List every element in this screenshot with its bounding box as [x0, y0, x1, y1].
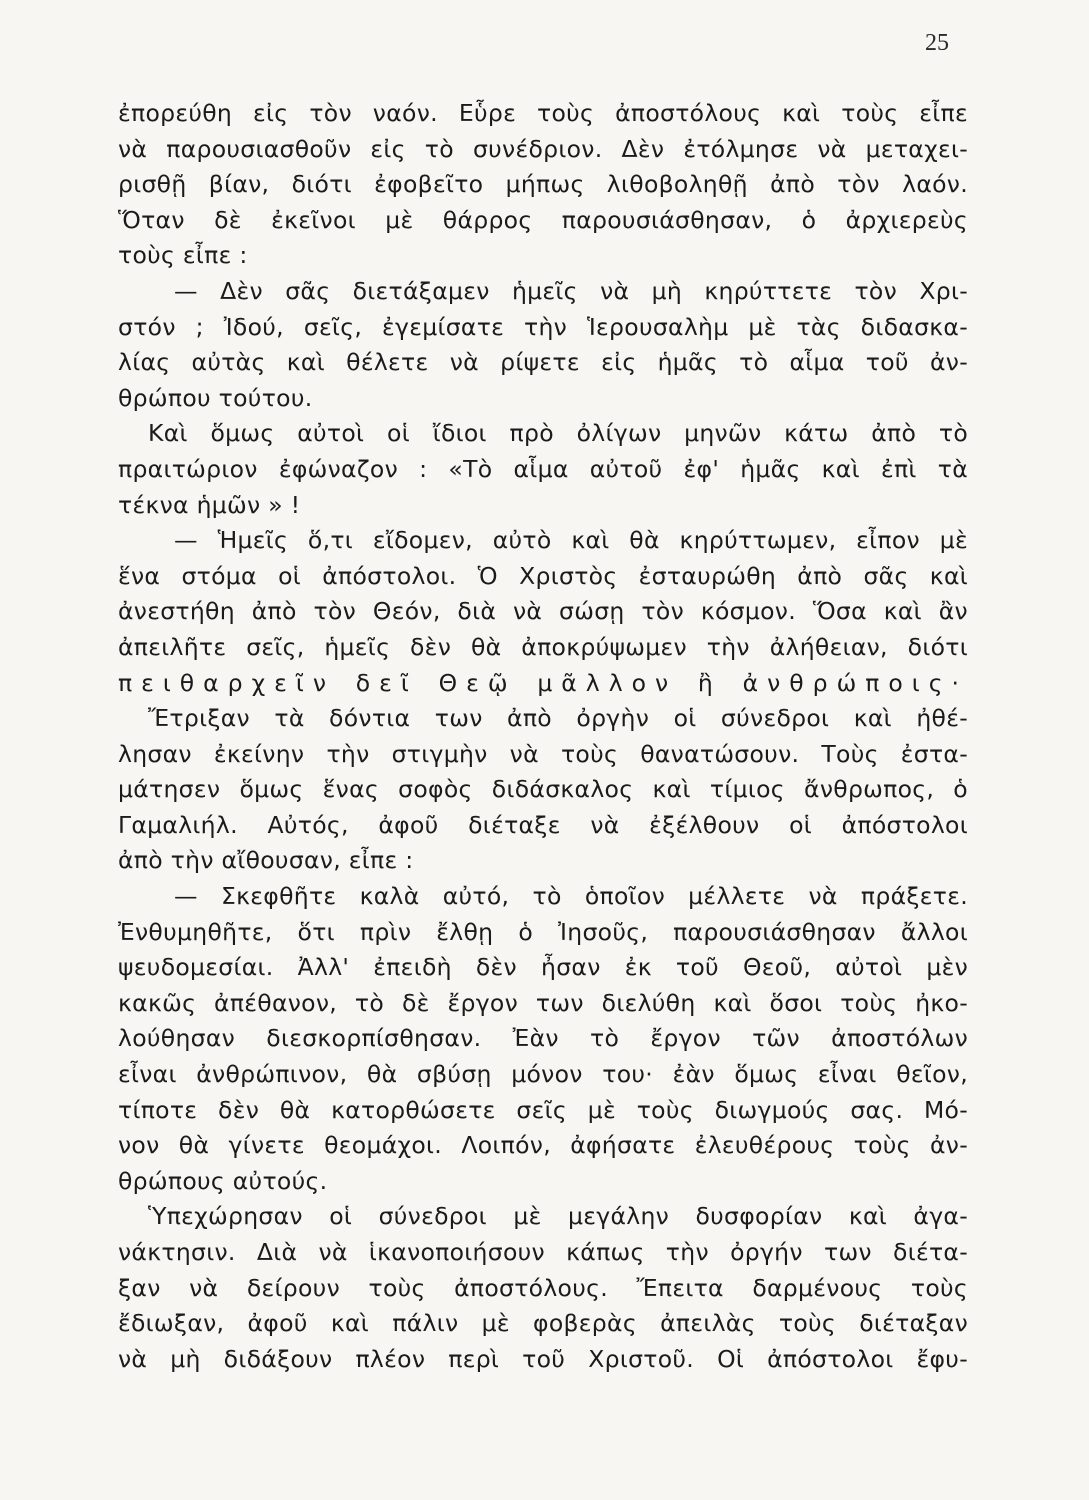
text-line: ἔδιωξαν, ἀφοῦ καὶ πάλιν μὲ φοβερὰς ἀπειλὰς τοὺς διέταξαν	[118, 1309, 968, 1338]
text-line: ἀνεστήθη ἀπὸ τὸν Θεόν, διὰ νὰ σώσῃ τὸν κόσμον. Ὅσα καὶ ἂν	[118, 597, 968, 626]
text-line: τίποτε δὲν θὰ κατορθώσετε σεῖς μὲ τοὺς διωγμούς σας. Μό-	[118, 1095, 968, 1124]
text-line: κακῶς ἀπέθανον, τὸ δὲ ἔργον των διελύθη καὶ ὅσοι τοὺς ἠκο-	[118, 988, 968, 1017]
text-line: Ἐνθυμηθῆτε, ὅτι πρὶν ἔλθῃ ὁ Ἰησοῦς, παρουσιάσθησαν ἄλλοι	[118, 917, 968, 946]
text-line: νὰ παρουσιασθοῦν εἰς τὸ συνέδριον. Δὲν ἐτόλμησε νὰ μεταχει-	[118, 134, 968, 163]
text-line: τέκνα ἡμῶν » !	[118, 490, 301, 519]
text-line: — Σκεφθῆτε καλὰ αὐτό, τὸ ὁποῖον μέλλετε νὰ πράξετε.	[174, 882, 968, 911]
text-line: ἕνα στόμα οἱ ἀπόστολοι. Ὁ Χριστὸς ἐσταυρώθη ἀπὸ σᾶς καὶ	[118, 561, 968, 590]
body-text	[118, 96, 968, 1377]
text-line: μάτησεν ὅμως ἕνας σοφὸς διδάσκαλος καὶ τίμιος ἄνθρωπος, ὁ	[118, 775, 968, 804]
text-line: τοὺς εἶπε :	[118, 241, 248, 270]
text-line: λίας αὐτὰς καὶ θέλετε νὰ ρίψετε εἰς ἡμᾶς τὸ αἷμα τοῦ ἀν-	[118, 348, 968, 377]
text-line: ἀπειλῆτε σεῖς, ἡμεῖς δὲν θὰ ἀποκρύψωμεν τὴν ἀλήθειαν, διότι	[118, 632, 968, 661]
text-line: εἶναι ἀνθρώπινον, θὰ σβύσῃ μόνον του· ἐὰν ὅμως εἶναι θεῖον,	[118, 1060, 968, 1089]
text-line: ξαν νὰ δείρουν τοὺς ἀποστόλους. Ἔπειτα δαρμένους τοὺς	[118, 1273, 968, 1302]
text-line: θρώπους αὐτούς.	[118, 1166, 328, 1195]
text-line: ψευδομεσίαι. Ἀλλ' ἐπειδὴ δὲν ἦσαν ἐκ τοῦ Θεοῦ, αὐτοὶ μὲν	[118, 953, 968, 982]
text-line: Ἔτριξαν τὰ δόντια των ἀπὸ ὀργὴν οἱ σύνεδροι καὶ ἠθέ-	[148, 704, 968, 733]
text-line: Ὑπεχώρησαν οἱ σύνεδροι μὲ μεγάλην δυσφορίαν καὶ ἀγα-	[148, 1202, 968, 1231]
text-line: ρισθῇ βίαν, διότι ἐφοβεῖτο μήπως λιθοβοληθῇ ἀπὸ τὸν λαόν.	[118, 170, 968, 199]
page-number: 25	[925, 30, 949, 56]
text-line: — Ἡμεῖς ὅ,τι εἴδομεν, αὐτὸ καὶ θὰ κηρύττωμεν, εἶπον μὲ	[174, 526, 968, 555]
text-line: στόν ; Ἰδού, σεῖς, ἐγεμίσατε τὴν Ἱερουσαλὴμ μὲ τὰς διδασκα-	[118, 312, 968, 341]
text-line: ἀπὸ τὴν αἴθουσαν, εἶπε :	[118, 846, 414, 875]
text-line: λούθησαν διεσκορπίσθησαν. Ἐὰν τὸ ἔργον τῶν ἀποστόλων	[118, 1024, 968, 1053]
text-line: λησαν ἐκείνην τὴν στιγμὴν νὰ τοὺς θανατώσουν. Τοὺς ἐστα-	[118, 739, 968, 768]
text-line: πειθαρχεῖν δεῖ Θεῷ μᾶλλον ἢ ἀνθρώποις·	[118, 668, 968, 697]
text-line: — Δὲν σᾶς διετάξαμεν ἡμεῖς νὰ μὴ κηρύττετε τὸν Χρι-	[174, 276, 968, 305]
text-line: θρώπου τούτου.	[118, 383, 313, 412]
text-line: πραιτώριον ἐφώναζον : «Τὸ αἷμα αὐτοῦ ἐφ' ἡμᾶς καὶ ἐπὶ τὰ	[118, 454, 968, 483]
text-line: ἐπορεύθη εἰς τὸν ναόν. Εὗρε τοὺς ἀποστόλους καὶ τοὺς εἶπε	[118, 99, 968, 127]
text-line: Καὶ ὅμως αὐτοὶ οἱ ἴδιοι πρὸ ὀλίγων μηνῶν κάτω ἀπὸ τὸ	[148, 419, 968, 448]
text-line: Γαμαλιήλ. Αὐτός, ἀφοῦ διέταξε νὰ ἐξέλθουν οἱ ἀπόστολοι	[118, 810, 968, 839]
text-line: νὰ μὴ διδάξουν πλέον περὶ τοῦ Χριστοῦ. Οἱ ἀπόστολοι ἔφυ-	[118, 1344, 968, 1373]
text-line: Ὅταν δὲ ἐκεῖνοι μὲ θάρρος παρουσιάσθησαν, ὁ ἀρχιερεὺς	[118, 205, 968, 234]
text-line: νον θὰ γίνετε θεομάχοι. Λοιπόν, ἀφήσατε ἐλευθέρους τοὺς ἀν-	[118, 1131, 968, 1160]
text-line: νάκτησιν. Διὰ νὰ ἱκανοποιήσουν κάπως τὴν ὀργήν των διέτα-	[118, 1238, 968, 1266]
